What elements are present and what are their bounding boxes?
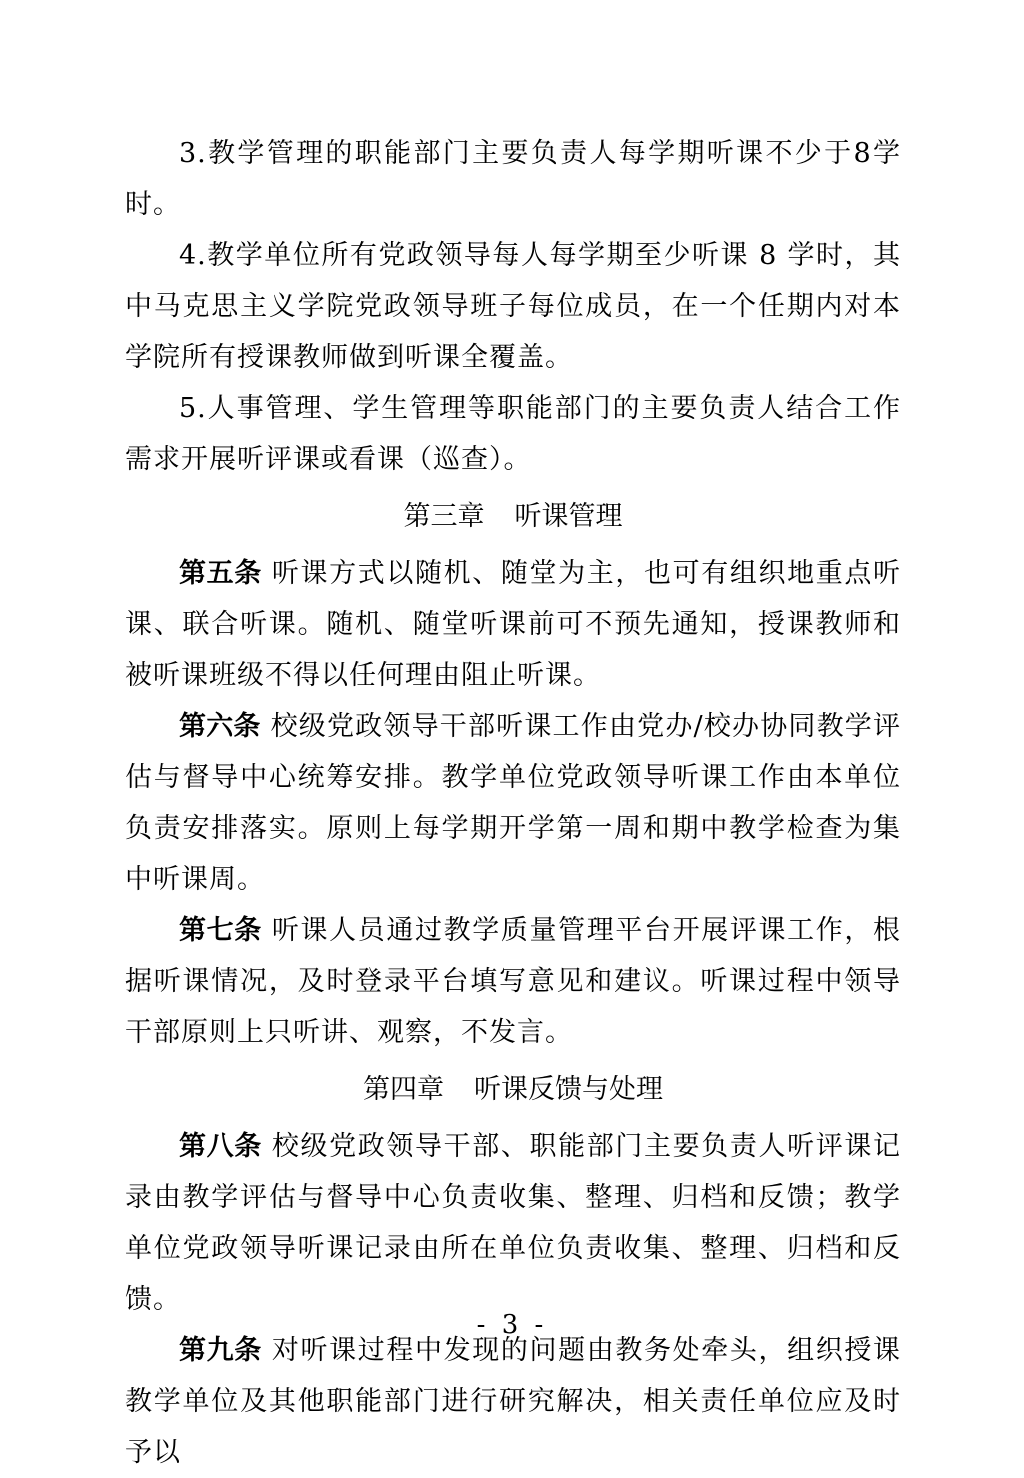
article-text: 听课方式以随机、随堂为主，也可有组织地重点听课、联合听课。随机、随堂听课前可不预先通知，授课教师和被听课班级不得以任何理由阻止听课。 <box>125 558 901 691</box>
chapter-number: 第四章 <box>363 1074 444 1105</box>
article-label: 第五条 <box>179 558 262 589</box>
page-body <box>125 128 901 1478</box>
article-label: 第六条 <box>179 711 261 742</box>
chapter-title: 听课反馈与处理 <box>474 1074 663 1105</box>
article-label: 第八条 <box>179 1131 262 1162</box>
list-item-4: 4.教学单位所有党政领导每人每学期至少听课 8 学时，其中马克思主义学院党政领导班子每位成员，在一个任期内对本学院所有授课教师做到听课全覆盖。 <box>125 240 901 373</box>
chapter-number: 第三章 <box>403 501 485 532</box>
article-7 <box>125 905 901 1058</box>
article-text: 听课人员通过教学质量管理平台开展评课工作，根据听课情况，及时登录平台填写意见和建议。听课过程中领导干部原则上只听讲、观察，不发言。 <box>125 915 901 1048</box>
chapter-title: 听课管理 <box>514 501 623 532</box>
article-text: 对听课过程中发现的问题由教务处牵头，组织授课教学单位及其他职能部门进行研究解决，相关责任单位应及时予以 <box>125 1335 901 1468</box>
article-5 <box>125 548 901 701</box>
chapter-heading-3 <box>125 491 901 542</box>
article-6 <box>125 701 901 905</box>
article-8 <box>125 1121 901 1325</box>
article-9 <box>125 1325 901 1478</box>
page-number: - 3 - <box>476 1310 548 1340</box>
article-label: 第七条 <box>179 915 262 946</box>
article-text: 校级党政领导干部、职能部门主要负责人听评课记录由教学评估与督导中心负责收集、整理、归档和反馈；教学单位党政领导听课记录由所在单位负责收集、整理、归档和反馈。 <box>125 1131 901 1315</box>
article-text: 校级党政领导干部听课工作由党办/校办协同教学评估与督导中心统筹安排。教学单位党政领导听课工作由本单位负责安排落实。原则上每学期开学第一周和期中教学检查为集中听课周。 <box>125 711 901 895</box>
list-item-5: 5.人事管理、学生管理等职能部门的主要负责人结合工作需求开展听评课或看课（巡查）。 <box>125 393 901 475</box>
chapter-heading-4 <box>125 1064 901 1115</box>
list-item-3: 3.教学管理的职能部门主要负责人每学期听课不少于8学时。 <box>125 138 901 220</box>
article-label: 第九条 <box>179 1335 262 1366</box>
